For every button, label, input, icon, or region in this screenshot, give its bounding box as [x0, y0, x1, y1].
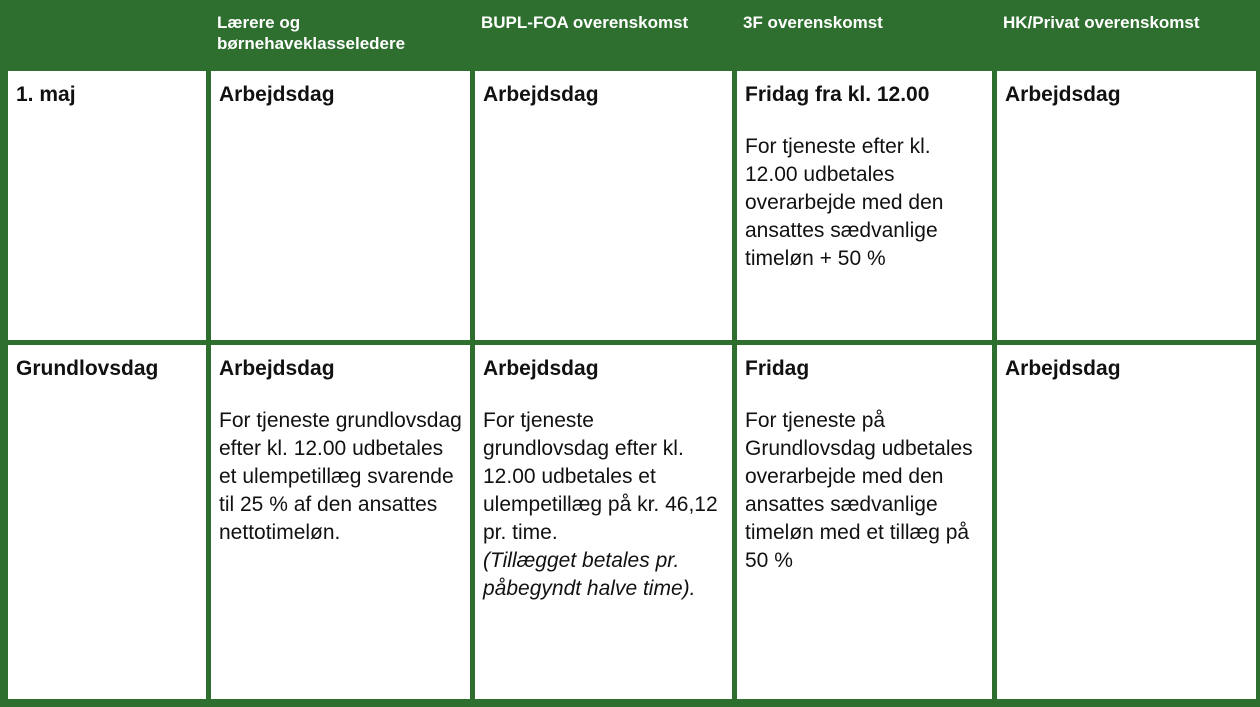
row-label: Grundlovsdag	[16, 357, 159, 380]
table-cell	[732, 66, 992, 340]
cell-note: (Tillægget betales pr. påbegyndt halve time).	[483, 549, 696, 600]
table-cell	[206, 66, 470, 340]
cell-title: Arbejdsdag	[1005, 83, 1121, 106]
header-row	[0, 0, 1260, 66]
row-label-cell	[0, 66, 206, 340]
table-row-grundlovsdag	[0, 340, 1260, 707]
cell-title: Arbejdsdag	[483, 83, 599, 106]
cell-body: For tjeneste på Grundlovsdag udbetales overarbejde med den ansattes sædvanlige timeløn med et tillæg på 50 %	[745, 409, 973, 572]
cell-body: For tjeneste efter kl. 12.00 udbetales overarbejde med den ansattes sædvanlige timeløn + 50 %	[745, 135, 944, 270]
table-cell	[470, 340, 732, 707]
row-label: 1. maj	[16, 83, 76, 106]
row-label-cell	[0, 340, 206, 707]
table-cell	[470, 66, 732, 340]
cell-title: Fridag	[745, 357, 810, 380]
header-hk-privat: HK/Privat overenskomst	[992, 0, 1260, 66]
table-cell	[206, 340, 470, 707]
table-cell	[992, 340, 1260, 707]
cell-title: Arbejdsdag	[219, 357, 335, 380]
header-bupl-foa: BUPL-FOA overenskomst	[470, 0, 732, 66]
cell-body: For tjeneste grundlovsdag efter kl. 12.00 udbetales et ulempetillæg svarende til 25 % af den ansattes nettotimeløn.	[219, 409, 462, 544]
table-cell	[732, 340, 992, 707]
header-teachers: Lærere og børnehaveklasseledere	[206, 0, 470, 66]
table-cell	[992, 66, 1260, 340]
cell-title: Arbejdsdag	[1005, 357, 1121, 380]
table-row-1-maj	[0, 66, 1260, 340]
cell-body: For tjeneste grundlovsdag efter kl. 12.00 udbetales et ulempetillæg på kr. 46,12 pr. time.	[483, 409, 718, 544]
cell-title: Arbejdsdag	[483, 357, 599, 380]
cell-title: Arbejdsdag	[219, 83, 335, 106]
header-empty-cell	[0, 0, 206, 66]
cell-title: Fridag fra kl. 12.00	[745, 83, 930, 106]
header-3f: 3F overenskomst	[732, 0, 992, 66]
